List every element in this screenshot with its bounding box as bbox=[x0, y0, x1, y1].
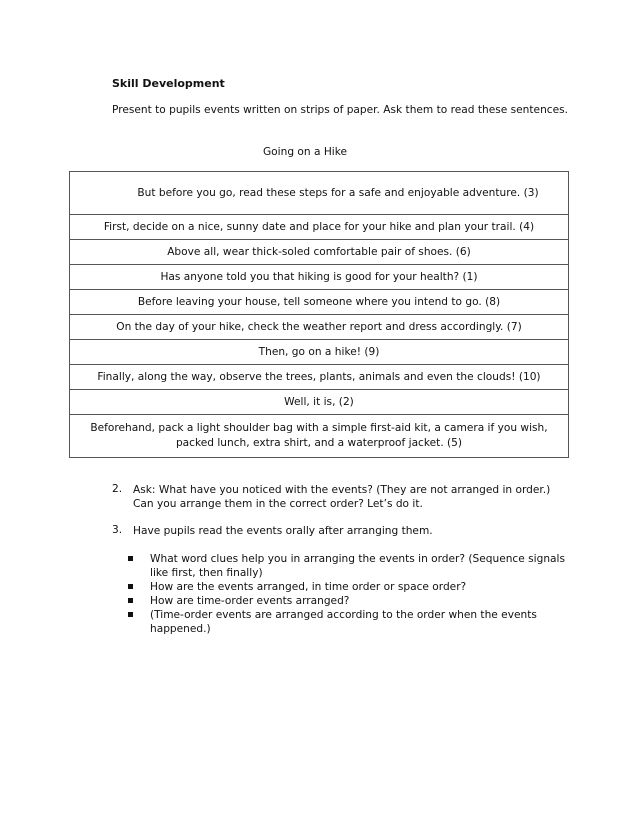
list-item-text: What word clues help you in arranging the events in order? (Sequence signals like first, then finally) bbox=[150, 553, 566, 579]
event-cell: Finally, along the way, observe the trees, plants, animals and even the clouds! (10) bbox=[70, 365, 569, 390]
list-item-text: (Time-order events are arranged according to the order when the events happened.) bbox=[150, 609, 537, 635]
event-cell: Then, go on a hike! (9) bbox=[70, 340, 569, 365]
event-cell: Well, it is, (2) bbox=[70, 390, 569, 415]
event-cell: Beforehand, pack a light shoulder bag with a simple first-aid kit, a camera if you wish, packed lunch, extra shirt, and a waterproof jacket. (5) bbox=[70, 415, 569, 458]
table-row bbox=[70, 415, 569, 458]
table-row bbox=[70, 315, 569, 340]
table-title: Going on a Hike bbox=[262, 146, 348, 158]
table-row bbox=[70, 365, 569, 390]
event-cell: On the day of your hike, check the weather report and dress accordingly. (7) bbox=[70, 315, 569, 340]
item-text: Ask: What have you noticed with the events? (They are not arranged in order.) Can you arrange them in the correct order? Let’s do it. bbox=[133, 484, 551, 510]
list-item-text: How are time-order events arranged? bbox=[150, 595, 350, 607]
event-cell: Has anyone told you that hiking is good for your health? (1) bbox=[70, 265, 569, 290]
table-row bbox=[70, 240, 569, 265]
list-item bbox=[128, 552, 568, 580]
event-cell: But before you go, read these steps for a safe and enjoyable adventure. (3) bbox=[70, 172, 569, 215]
table-row bbox=[70, 215, 569, 240]
item-number: 2. bbox=[112, 483, 123, 495]
table-row bbox=[70, 290, 569, 315]
list-item bbox=[128, 580, 568, 594]
table-row bbox=[70, 172, 569, 215]
events-table bbox=[69, 171, 569, 458]
square-bullet-icon bbox=[128, 556, 133, 561]
section-heading: Skill Development bbox=[112, 77, 225, 90]
list-item bbox=[128, 608, 568, 636]
table-row bbox=[70, 265, 569, 290]
event-cell: Above all, wear thick-soled comfortable pair of shoes. (6) bbox=[70, 240, 569, 265]
event-cell: Before leaving your house, tell someone where you intend to go. (8) bbox=[70, 290, 569, 315]
table-row bbox=[70, 340, 569, 365]
table-row bbox=[70, 390, 569, 415]
square-bullet-icon bbox=[128, 598, 133, 603]
event-cell: First, decide on a nice, sunny date and place for your hike and plan your trail. (4) bbox=[70, 215, 569, 240]
list-item bbox=[128, 594, 568, 608]
question-list bbox=[128, 552, 568, 636]
square-bullet-icon bbox=[128, 584, 133, 589]
list-item-text: How are the events arranged, in time order or space order? bbox=[150, 581, 467, 593]
square-bullet-icon bbox=[128, 612, 133, 617]
item-number: 3. bbox=[112, 524, 123, 536]
intro-paragraph: Present to pupils events written on strips of paper. Ask them to read these sentences. bbox=[112, 104, 569, 116]
item-text: Have pupils read the events orally after arranging them. bbox=[133, 525, 433, 537]
